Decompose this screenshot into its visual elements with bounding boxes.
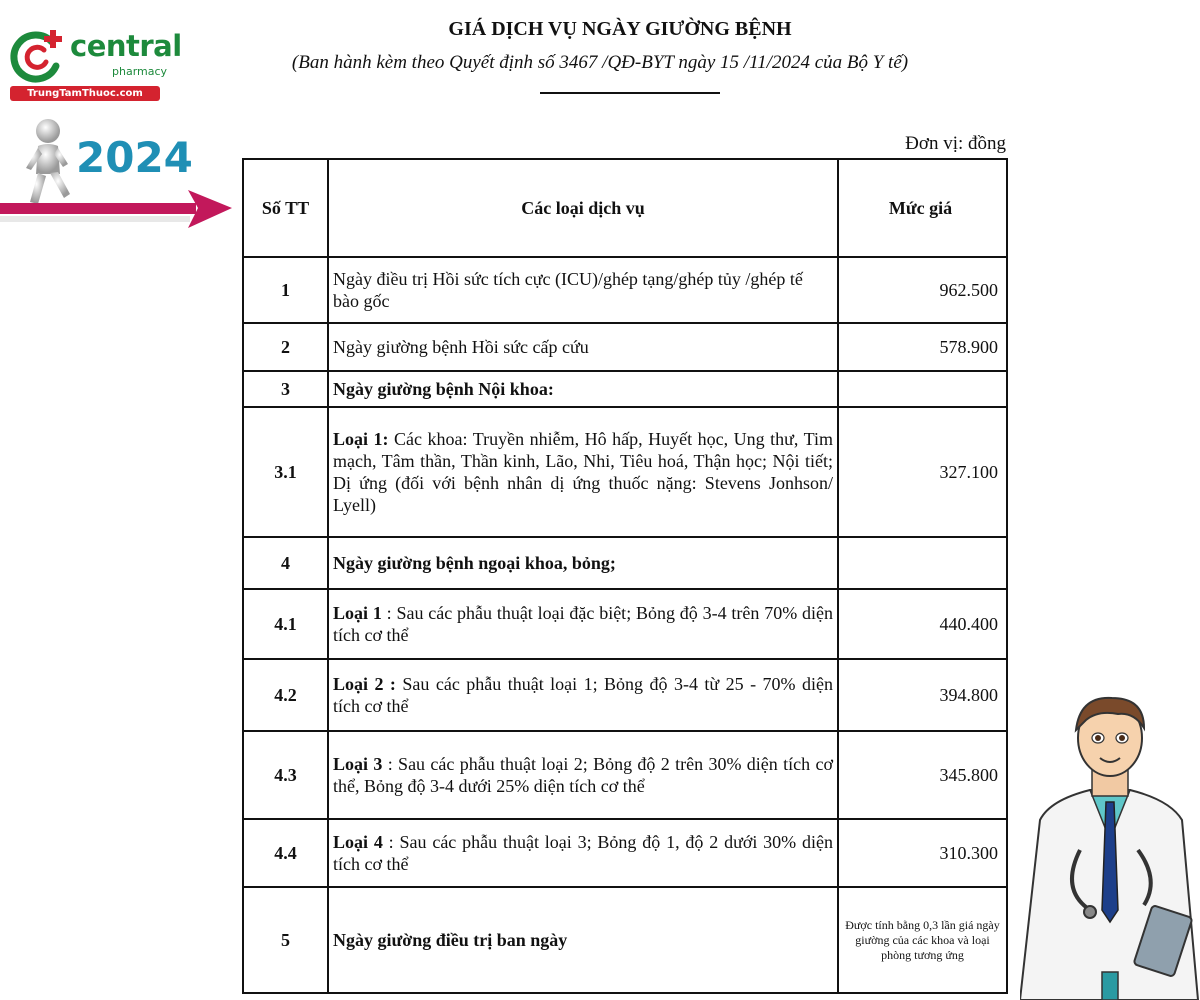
row-no: 1 xyxy=(243,257,328,323)
table-row xyxy=(243,731,1007,819)
table-row xyxy=(243,537,1007,589)
table-row xyxy=(243,819,1007,887)
row-no: 4.2 xyxy=(243,659,328,731)
table-row xyxy=(243,887,1007,993)
row-no: 4.3 xyxy=(243,731,328,819)
row-service-text: Các khoa: Truyền nhiễm, Hô hấp, Huyết học, Ung thư, Tim mạch, Tâm thần, Thần kinh, Lão, Nhi, Tiêu hoá, Thận học; Nội tiết; Dị ứng (đối với bệnh nhân dị ứng thuốc nặng: Stevens Jonhson/ Lyell) xyxy=(333,429,833,515)
row-price: 440.400 xyxy=(838,589,1007,659)
row-price-note: Được tính bằng 0,3 lần giá ngày giường của các khoa và loại phòng tương ứng xyxy=(838,887,1007,993)
pharmacy-cross-icon xyxy=(8,28,66,86)
table-row xyxy=(243,659,1007,731)
row-price: 327.100 xyxy=(838,407,1007,537)
row-service-prefix: Loại 3 xyxy=(333,754,383,774)
unit-label: Đơn vị: đồng xyxy=(905,133,1006,154)
row-service-prefix: Loại 2 : xyxy=(333,674,396,694)
row-price: 310.300 xyxy=(838,819,1007,887)
row-no: 4 xyxy=(243,537,328,589)
page-title: GIÁ DỊCH VỤ NGÀY GIƯỜNG BỆNH xyxy=(448,18,792,40)
page-subtitle: (Ban hành kèm theo Quyết định số 3467 /QĐ-BYT ngày 15 /11/2024 của Bộ Y tế) xyxy=(291,52,909,73)
row-price: 962.500 xyxy=(838,257,1007,323)
table-row xyxy=(243,589,1007,659)
row-service-text: Sau các phẫu thuật loại 1; Bỏng độ 3-4 từ 25 - 70% diện tích cơ thể xyxy=(333,674,833,716)
row-service xyxy=(328,371,838,407)
table-row xyxy=(243,323,1007,371)
row-service xyxy=(328,407,838,537)
col-header-no: Số TT xyxy=(243,159,328,257)
row-price: 345.800 xyxy=(838,731,1007,819)
brand-name: central xyxy=(70,29,182,63)
table-row xyxy=(243,407,1007,537)
brand-site: TrungTamThuoc.com xyxy=(10,86,160,101)
row-service xyxy=(328,257,838,323)
table-row xyxy=(243,257,1007,323)
row-no: 3 xyxy=(243,371,328,407)
price-table xyxy=(242,158,1008,994)
row-service-text: : Sau các phẫu thuật loại 3; Bỏng độ 1, độ 2 dưới 30% diện tích cơ thể xyxy=(333,832,833,874)
table-row xyxy=(243,371,1007,407)
row-service-prefix: Loại 4 xyxy=(333,832,383,852)
table-header-row xyxy=(243,159,1007,257)
row-service-text: Ngày giường điều trị ban ngày xyxy=(333,930,568,950)
row-service-text: : Sau các phẫu thuật loại 2; Bỏng độ 2 trên 30% diện tích cơ thể, Bỏng độ 3-4 dưới 25% diện tích cơ thể xyxy=(333,754,833,796)
row-service-text: : Sau các phẫu thuật loại đặc biệt; Bỏng độ 3-4 trên 70% diện tích cơ thể xyxy=(333,603,833,645)
row-service-prefix: Loại 1: xyxy=(333,429,389,449)
row-service xyxy=(328,659,838,731)
row-service xyxy=(328,819,838,887)
doctor-illustration-icon xyxy=(1020,690,1200,1000)
row-price: 394.800 xyxy=(838,659,1007,731)
brand-logo xyxy=(8,26,182,102)
row-no: 4.1 xyxy=(243,589,328,659)
row-service-text: Ngày giường bệnh ngoại khoa, bỏng; xyxy=(333,553,616,573)
row-service-text: Ngày điều trị Hồi sức tích cực (ICU)/ghép tạng/ghép tủy /ghép tế bào gốc xyxy=(333,269,803,311)
row-service xyxy=(328,323,838,371)
row-service xyxy=(328,589,838,659)
row-no: 3.1 xyxy=(243,407,328,537)
row-service-text: Ngày giường bệnh Nội khoa: xyxy=(333,379,554,399)
row-price: 578.900 xyxy=(838,323,1007,371)
row-service xyxy=(328,887,838,993)
row-service-text: Ngày giường bệnh Hồi sức cấp cứu xyxy=(333,337,589,357)
col-header-service: Các loại dịch vụ xyxy=(328,159,838,257)
row-no: 5 xyxy=(243,887,328,993)
divider xyxy=(540,92,720,94)
row-price xyxy=(838,371,1007,407)
row-service xyxy=(328,731,838,819)
row-no: 2 xyxy=(243,323,328,371)
row-service-prefix: Loại 1 xyxy=(333,603,382,623)
col-header-price: Mức giá xyxy=(838,159,1007,257)
brand-sub: pharmacy xyxy=(112,65,168,78)
row-no: 4.4 xyxy=(243,819,328,887)
year-label: 2024 xyxy=(76,133,193,182)
row-service xyxy=(328,537,838,589)
row-price xyxy=(838,537,1007,589)
arrow-right-icon xyxy=(0,186,232,232)
